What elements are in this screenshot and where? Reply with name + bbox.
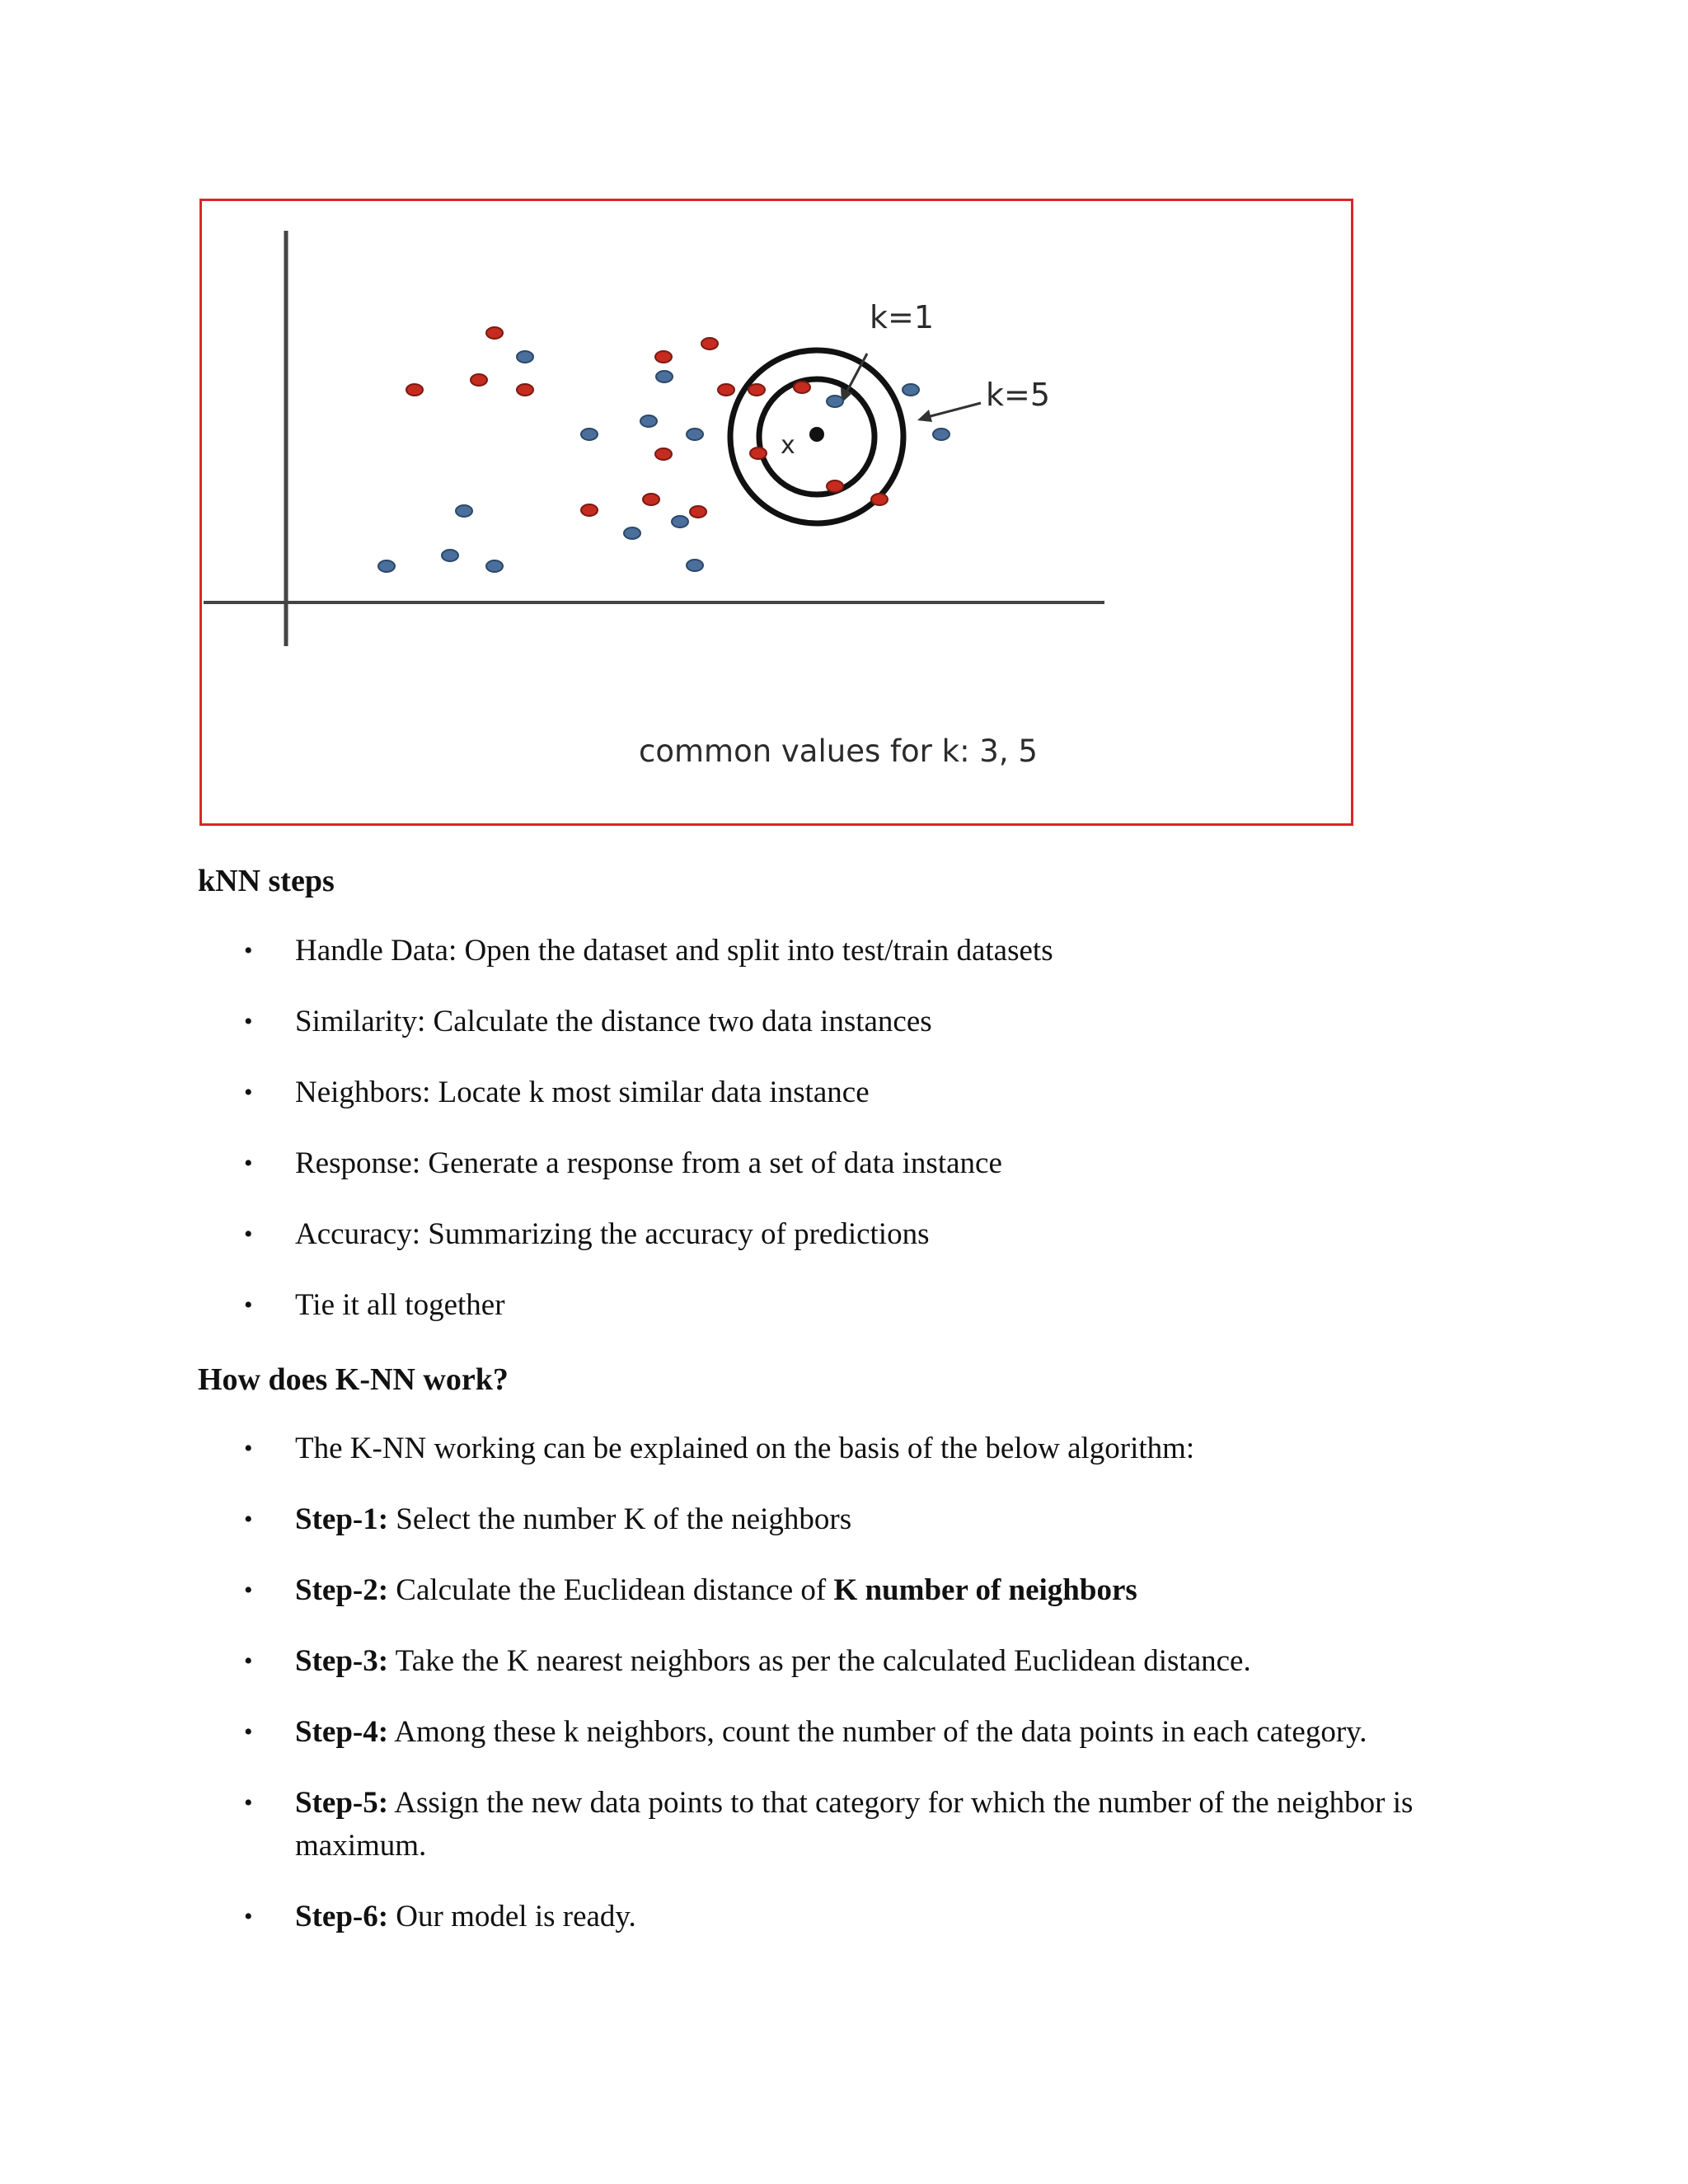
k1-label: k=1	[870, 299, 935, 335]
k5-label: k=5	[986, 377, 1051, 413]
list-item: • Step-2: Calculate the Euclidean distance of K number of neighbors	[198, 1569, 1517, 1612]
query-label: x	[781, 431, 795, 460]
blue-point	[442, 550, 458, 561]
bullet-icon: •	[244, 1506, 253, 1533]
bullet-icon: •	[244, 1221, 253, 1248]
red-point	[701, 338, 718, 349]
blue-point	[827, 396, 843, 407]
red-point	[750, 448, 767, 459]
blue-point	[656, 371, 673, 382]
blue-point	[624, 527, 640, 539]
k5-arrow	[927, 403, 981, 417]
blue-point	[672, 516, 688, 527]
red-point	[581, 504, 598, 516]
figure-caption: common values for k: 3, 5	[639, 733, 1038, 769]
list-item: • Step-1: Select the number K of the neighbors	[198, 1498, 1517, 1541]
blue-point	[640, 415, 657, 427]
red-point	[718, 384, 734, 396]
red-point	[486, 327, 503, 339]
bullet-icon: •	[244, 1577, 253, 1604]
knn-figure	[199, 199, 1353, 826]
list-item: • Similarity: Calculate the distance two data instances	[198, 1001, 1517, 1043]
knn-steps-list	[198, 930, 1517, 1355]
red-point	[690, 506, 706, 518]
list-item: • Step-6: Our model is ready.	[198, 1896, 1517, 1938]
bullet-icon: •	[244, 1903, 253, 1930]
red-point	[794, 382, 810, 393]
bullet-icon: •	[244, 937, 253, 964]
red-point	[471, 374, 487, 386]
list-item: • The K-NN working can be explained on the basis of the below algorithm:	[198, 1427, 1517, 1470]
list-item: • Accuracy: Summarizing the accuracy of predictions	[198, 1213, 1517, 1256]
bullet-icon: •	[244, 1079, 253, 1106]
red-point	[517, 384, 533, 396]
blue-point	[486, 560, 503, 572]
step-label: Step-2:	[295, 1573, 389, 1607]
blue-point	[687, 560, 703, 571]
knn-steps-heading: kNN steps	[198, 864, 335, 898]
blue-point	[687, 429, 703, 440]
list-item: • Handle Data: Open the dataset and split into test/train datasets	[198, 930, 1517, 972]
list-item: • Response: Generate a response from a set of data instance	[198, 1142, 1517, 1185]
step-label: Step-4:	[295, 1715, 389, 1749]
k5-arrow-head	[917, 410, 932, 422]
blue-class-points	[378, 351, 950, 572]
list-item: • Step-3: Take the K nearest neighbors as per the calculated Euclidean distance.	[198, 1640, 1517, 1683]
red-point	[406, 384, 423, 396]
how-it-works-list	[198, 1427, 1517, 1966]
bullet-icon: •	[244, 1647, 253, 1675]
step-label: Step-6:	[295, 1900, 389, 1933]
bullet-icon: •	[244, 1435, 253, 1462]
bullet-icon: •	[244, 1008, 253, 1035]
blue-point	[903, 384, 919, 396]
red-point	[871, 494, 888, 505]
step-label: Step-5:	[295, 1786, 389, 1820]
blue-point	[378, 560, 395, 572]
bullet-icon: •	[244, 1789, 253, 1816]
red-point	[748, 384, 765, 396]
blue-point	[933, 429, 950, 440]
how-it-works-heading: How does K-NN work?	[198, 1362, 509, 1397]
step-emphasis: K number of neighbors	[833, 1573, 1137, 1607]
blue-point	[517, 351, 533, 363]
list-item: • Neighbors: Locate k most similar data instance	[198, 1071, 1517, 1114]
query-point	[809, 427, 824, 442]
list-item: • Step-4: Among these k neighbors, count the number of the data points in each category.	[198, 1711, 1517, 1754]
step-label: Step-3:	[295, 1644, 389, 1678]
bullet-icon: •	[244, 1718, 253, 1746]
knn-scatter-plot	[202, 201, 1351, 823]
list-item: • Step-5: Assign the new data points to that category for which the number of the neighbor is maximum.	[198, 1782, 1517, 1868]
blue-point	[456, 505, 472, 517]
step-label: Step-1:	[295, 1502, 389, 1536]
red-point	[827, 480, 843, 492]
red-point	[643, 494, 659, 505]
blue-point	[581, 429, 598, 440]
bullet-icon: •	[244, 1291, 253, 1319]
red-point	[655, 351, 672, 363]
list-item: • Tie it all together	[198, 1284, 1517, 1327]
red-point	[655, 448, 672, 460]
bullet-icon: •	[244, 1150, 253, 1177]
